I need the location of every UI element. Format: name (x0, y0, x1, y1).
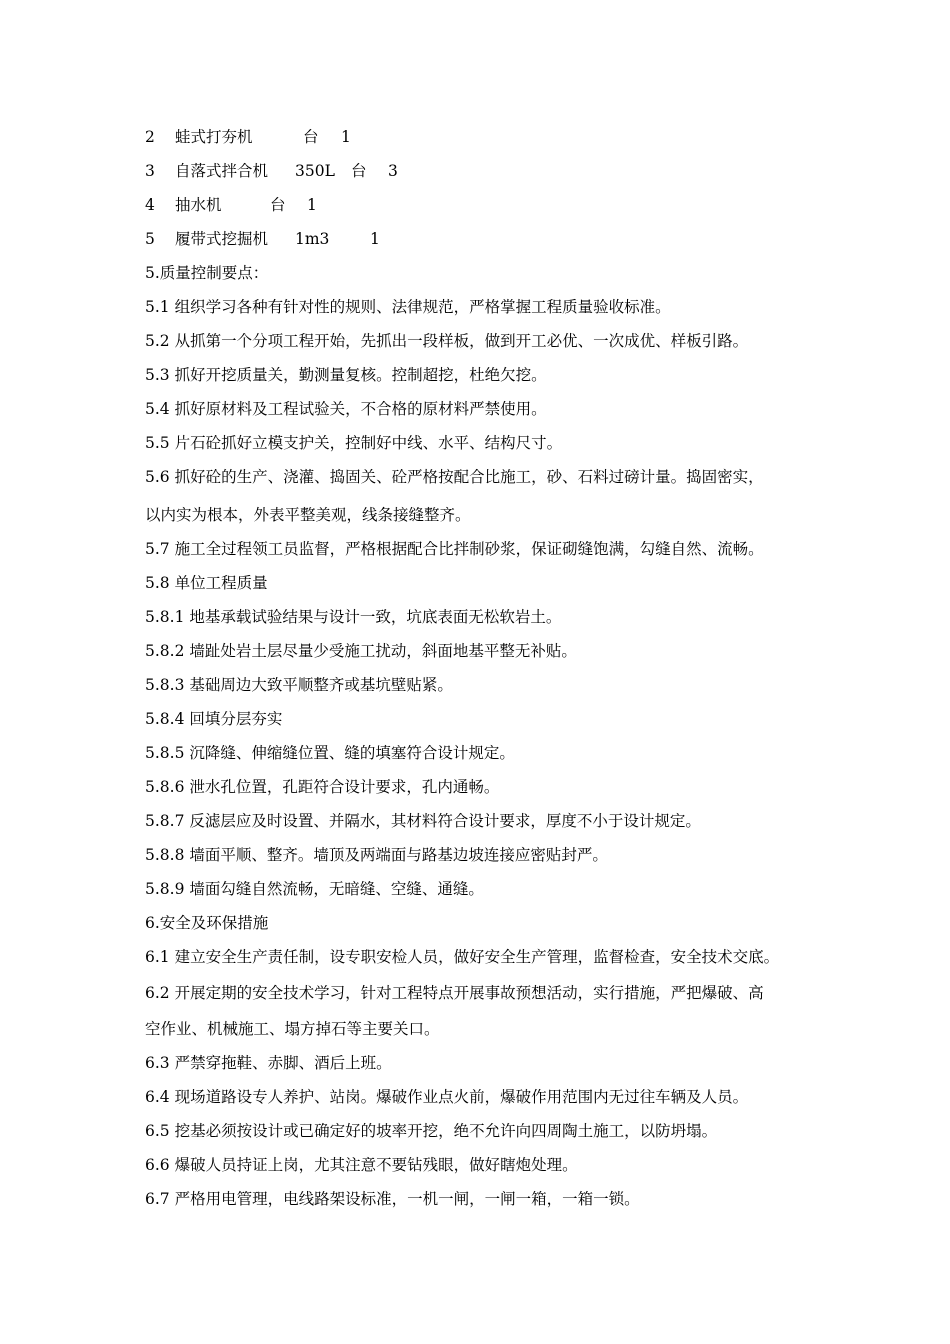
paragraph: 6.4 现场道路设专人养护、站岗。爆破作业点火前，爆破作用范围内无过往车辆及人员。 (145, 1088, 749, 1106)
paragraph: 5.8.1 地基承载试验结果与设计一致，坑底表面无松软岩土。 (145, 608, 562, 626)
paragraph: 5.8.3 基础周边大致平顺整齐或基坑壁贴紧。 (145, 676, 453, 694)
paragraph: 以内实为根本，外表平整美观，线条接缝整齐。 (145, 506, 471, 524)
equipment-name: 抽水机 (175, 196, 222, 214)
equipment-unit: 台 (270, 196, 286, 214)
paragraph: 6.2 开展定期的安全技术学习，针对工程特点开展事故预想活动，实行措施，严把爆破、高 (145, 984, 764, 1002)
paragraph: 5.8.9 墙面勾缝自然流畅，无暗缝、空缝、通缝。 (145, 880, 484, 898)
paragraph: 5.6 抓好砼的生产、浇灌、捣固关、砼严格按配合比施工，砂、石料过磅计量。捣固密实， (145, 468, 764, 486)
equipment-spec: 350L (295, 162, 335, 180)
paragraph: 5.8.4 回填分层夯实 (145, 710, 283, 728)
section-heading: 5.8 单位工程质量 (145, 574, 268, 592)
equipment-no: 2 (145, 128, 155, 146)
section-heading: 6.安全及环保措施 (145, 914, 269, 932)
paragraph: 5.4 抓好原材料及工程试验关，不合格的原材料严禁使用。 (145, 400, 547, 418)
equipment-spec: 1m3 (295, 230, 330, 248)
equipment-qty: 3 (388, 162, 398, 180)
paragraph: 5.3 抓好开挖质量关，勤测量复核。控制超挖，杜绝欠挖。 (145, 366, 547, 384)
equipment-name: 履带式挖掘机 (175, 230, 269, 248)
paragraph: 5.8.6 泄水孔位置，孔距符合设计要求，孔内通畅。 (145, 778, 500, 796)
paragraph: 6.3 严禁穿拖鞋、赤脚、酒后上班。 (145, 1054, 392, 1072)
equipment-no: 4 (145, 196, 155, 214)
equipment-qty: 1 (370, 230, 380, 248)
paragraph: 6.5 挖基必须按设计或已确定好的坡率开挖，绝不允许向四周陶土施工，以防坍塌。 (145, 1122, 718, 1140)
paragraph: 5.8.2 墙趾处岩土层尽量少受施工扰动，斜面地基平整无补贴。 (145, 642, 577, 660)
equipment-unit: 台 (303, 128, 319, 146)
equipment-name: 蛙式打夯机 (175, 128, 253, 146)
section-heading: 5.质量控制要点： (145, 264, 269, 282)
paragraph: 5.2 从抓第一个分项工程开始，先抓出一段样板，做到开工必优、一次成优、样板引路。 (145, 332, 749, 350)
paragraph: 5.7 施工全过程领工员监督，严格根据配合比拌制砂浆，保证砌缝饱满，勾缝自然、流畅。 (145, 540, 764, 558)
paragraph: 5.8.7 反滤层应及时设置、并隔水，其材料符合设计要求，厚度不小于设计规定。 (145, 812, 701, 830)
equipment-no: 5 (145, 230, 155, 248)
paragraph: 6.6 爆破人员持证上岗，尤其注意不要钻残眼，做好瞎炮处理。 (145, 1156, 578, 1174)
equipment-qty: 1 (341, 128, 351, 146)
paragraph: 5.8.8 墙面平顺、整齐。墙顶及两端面与路基边坡连接应密贴封严。 (145, 846, 608, 864)
equipment-no: 3 (145, 162, 155, 180)
paragraph: 6.7 严格用电管理，电线路架设标准，一机一闸，一闸一箱，一箱一锁。 (145, 1190, 640, 1208)
paragraph: 6.1 建立安全生产责任制，设专职安检人员，做好安全生产管理，监督检查，安全技术交底。 (145, 948, 780, 966)
paragraph: 5.8.5 沉降缝、伸缩缝位置、缝的填塞符合设计规定。 (145, 744, 515, 762)
equipment-qty: 1 (307, 196, 317, 214)
equipment-unit: 台 (351, 162, 367, 180)
equipment-name: 自落式拌合机 (175, 162, 269, 180)
paragraph: 5.1 组织学习各种有针对性的规则、法律规范，严格掌握工程质量验收标准。 (145, 298, 671, 316)
paragraph: 空作业、机械施工、塌方掉石等主要关口。 (145, 1020, 440, 1038)
paragraph: 5.5 片石砼抓好立模支护关，控制好中线、水平、结构尺寸。 (145, 434, 563, 452)
